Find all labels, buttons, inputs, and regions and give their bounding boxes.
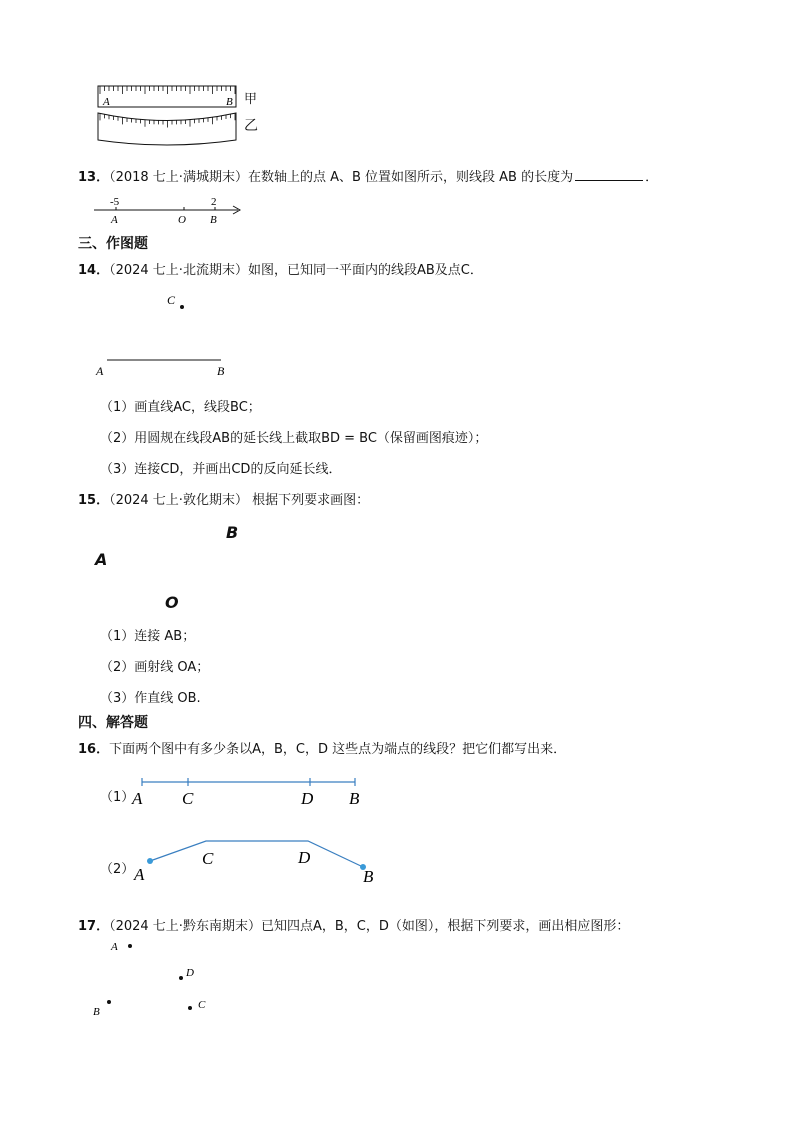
q17-point-b: B [93,1006,100,1018]
q15-point-o: O [165,593,179,612]
q14-point-c: C [167,293,176,307]
q16-fig1-c: C [182,789,194,808]
question-17 [78,915,629,934]
q16-fig1-b: B [349,789,360,808]
question-13-source: （2018 七上·满城期末） [109,170,248,185]
question-16-number: 16． [78,742,110,757]
q14-item-2: （2）用圆规在线段AB的延长线上截取BD = BC（保留画图痕迹）； [100,431,488,446]
q16-figure-1 [128,772,368,816]
number-axis [90,192,250,232]
question-17-text: 已知四点A，B，C，D（如图），根据下列要求，画出相应图形： [260,919,630,934]
axis-label-b: B [210,214,217,226]
q16-fig2-b: B [363,867,374,886]
q16-fig2-a: A [134,865,145,884]
question-15 [78,489,369,508]
q15-point-b: B [226,523,239,542]
ruler-label-b: B [226,96,233,108]
ruler-label-yi: 乙 [244,118,258,134]
question-13 [78,166,658,185]
ruler-figure [90,80,270,150]
axis-tick-a: -5 [110,196,120,208]
q16-figure-2 [128,832,388,896]
ruler-label-jia: 甲 [244,92,258,107]
question-13-number: 13． [78,170,110,185]
question-17-number: 17． [78,919,110,934]
q17-figure [88,935,228,1029]
question-16-text: 下面两个图中有多少条以A，B，C，D 这些点为端点的线段？把它们都写出来． [109,742,567,757]
q17-point-c: C [198,999,206,1011]
q15-item-1: （1）连接 AB； [100,629,196,644]
question-15-source: （2024 七上·敦化期末） [109,493,248,508]
q16-fig1-label: （1） [100,790,135,805]
question-14-number: 14． [78,263,110,278]
section-title: 四、解答题 [78,715,148,731]
axis-label-a: A [111,214,118,226]
q16-fig1-d: D [301,789,314,808]
q16-fig2-d: D [298,848,311,867]
q15-item-2: （2）画射线 OA； [100,660,210,675]
q16-fig2-label: （2） [100,862,135,877]
q17-point-a: A [111,941,118,953]
q16-fig2-c: C [202,849,214,868]
question-14-text: 如图，已知同一平面内的线段AB及点C． [247,263,483,278]
question-17-source: （2024 七上·黔东南期末） [109,919,261,934]
axis-label-o: O [178,214,186,226]
q16-fig1-a: A [132,789,143,808]
question-13-text: 在数轴上的点 A、B 位置如图所示，则线段 AB 的长度为 [247,170,574,185]
question-15-text: 根据下列要求画图： [247,493,370,508]
answer-blank[interactable] [575,168,643,181]
q14-point-a: A [96,364,104,378]
question-16 [78,738,566,757]
question-14-source: （2024 七上·北流期末） [109,263,248,278]
q15-point-a: A [95,550,108,569]
q14-item-3: （3）连接CD，并画出CD的反向延长线． [100,462,342,477]
section-title: 三、作图题 [78,236,148,252]
q14-item-1: （1）画直线AC，线段BC； [100,400,261,415]
question-15-number: 15． [78,493,110,508]
ruler-label-a: A [103,96,110,108]
ruler-diagram [90,80,270,150]
q14-figure [90,290,250,384]
question-13-end: ． [645,170,659,185]
q17-point-d: D [186,967,194,979]
q15-item-3: （3）作直线 OB. [100,691,201,706]
q14-point-b: B [217,364,225,378]
question-14 [78,259,483,278]
axis-tick-b: 2 [211,196,217,208]
